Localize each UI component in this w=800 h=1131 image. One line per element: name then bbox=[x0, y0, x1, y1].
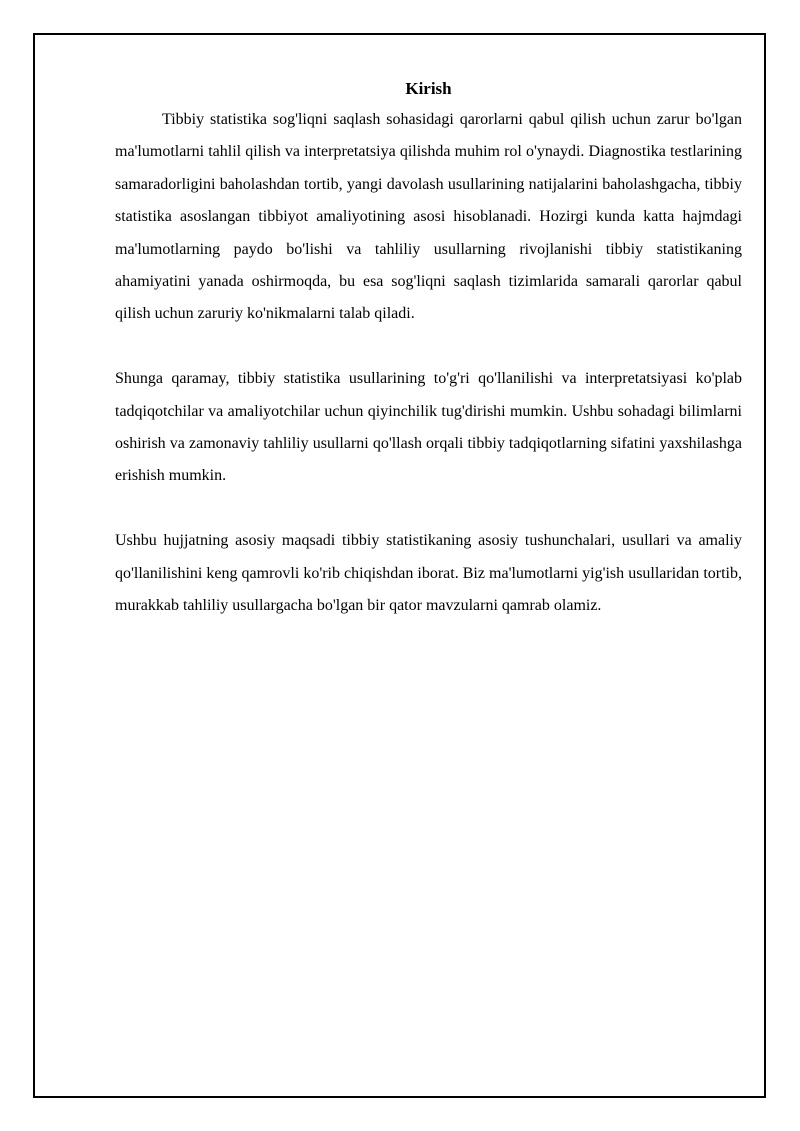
paragraph-spacer bbox=[115, 493, 742, 525]
section-title: Kirish bbox=[405, 79, 452, 98]
paragraph-challenges: Shunga qaramay, tibbiy statistika usullarining to'g'ri qo'llanilishi va interpretatsiyasi ko'plab tadqiqotchilar va amaliyotchilar uchun qiyinchilik tug'dirishi mumkin. Ushbu sohadagi bilimlarni oshirish va zamonaviy tahliliy usullarni qo'llash orqali tibbiy tadqiqotlarning sifatini yaxshilashga erishish mumkin. bbox=[115, 370, 742, 485]
paragraph-spacer bbox=[115, 331, 742, 363]
paragraph-intro: Tibbiy statistika sog'liqni saqlash sohasidagi qarorlarni qabul qilish uchun zarur bo'lgan ma'lumotlarni tahlil qilish va interpretatsiya qilishda muhim rol o'ynaydi. Diagnostika testlarining samaradorligini baholashdan tortib, yangi davolash usullarining natijalarini baholashgacha, tibbiy statistika asoslangan tibbiyot amaliyotining asosi hisoblanadi. Hozirgi kunda katta hajmdagi ma'lumotlarning paydo bo'lishi va tahliliy usullarning rivojlanishi tibbiy statistikaning ahamiyatini yanada oshirmoqda, bu esa sog'liqni saqlash tizimlarida samarali qarorlar qabul qilish uchun zaruriy ko'nikmalarni talab qiladi. bbox=[115, 111, 742, 323]
paragraph-purpose: Ushbu hujjatning asosiy maqsadi tibbiy statistikaning asosiy tushunchalari, usullari va amaliy qo'llanilishini keng qamrovli ko'rib chiqishdan iborat. Biz ma'lumotlarni yig'ish usullaridan tortib, murakkab tahliliy usullargacha bo'lgan bir qator mavzularni qamrab olamiz. bbox=[115, 532, 742, 615]
document-body bbox=[115, 74, 742, 622]
